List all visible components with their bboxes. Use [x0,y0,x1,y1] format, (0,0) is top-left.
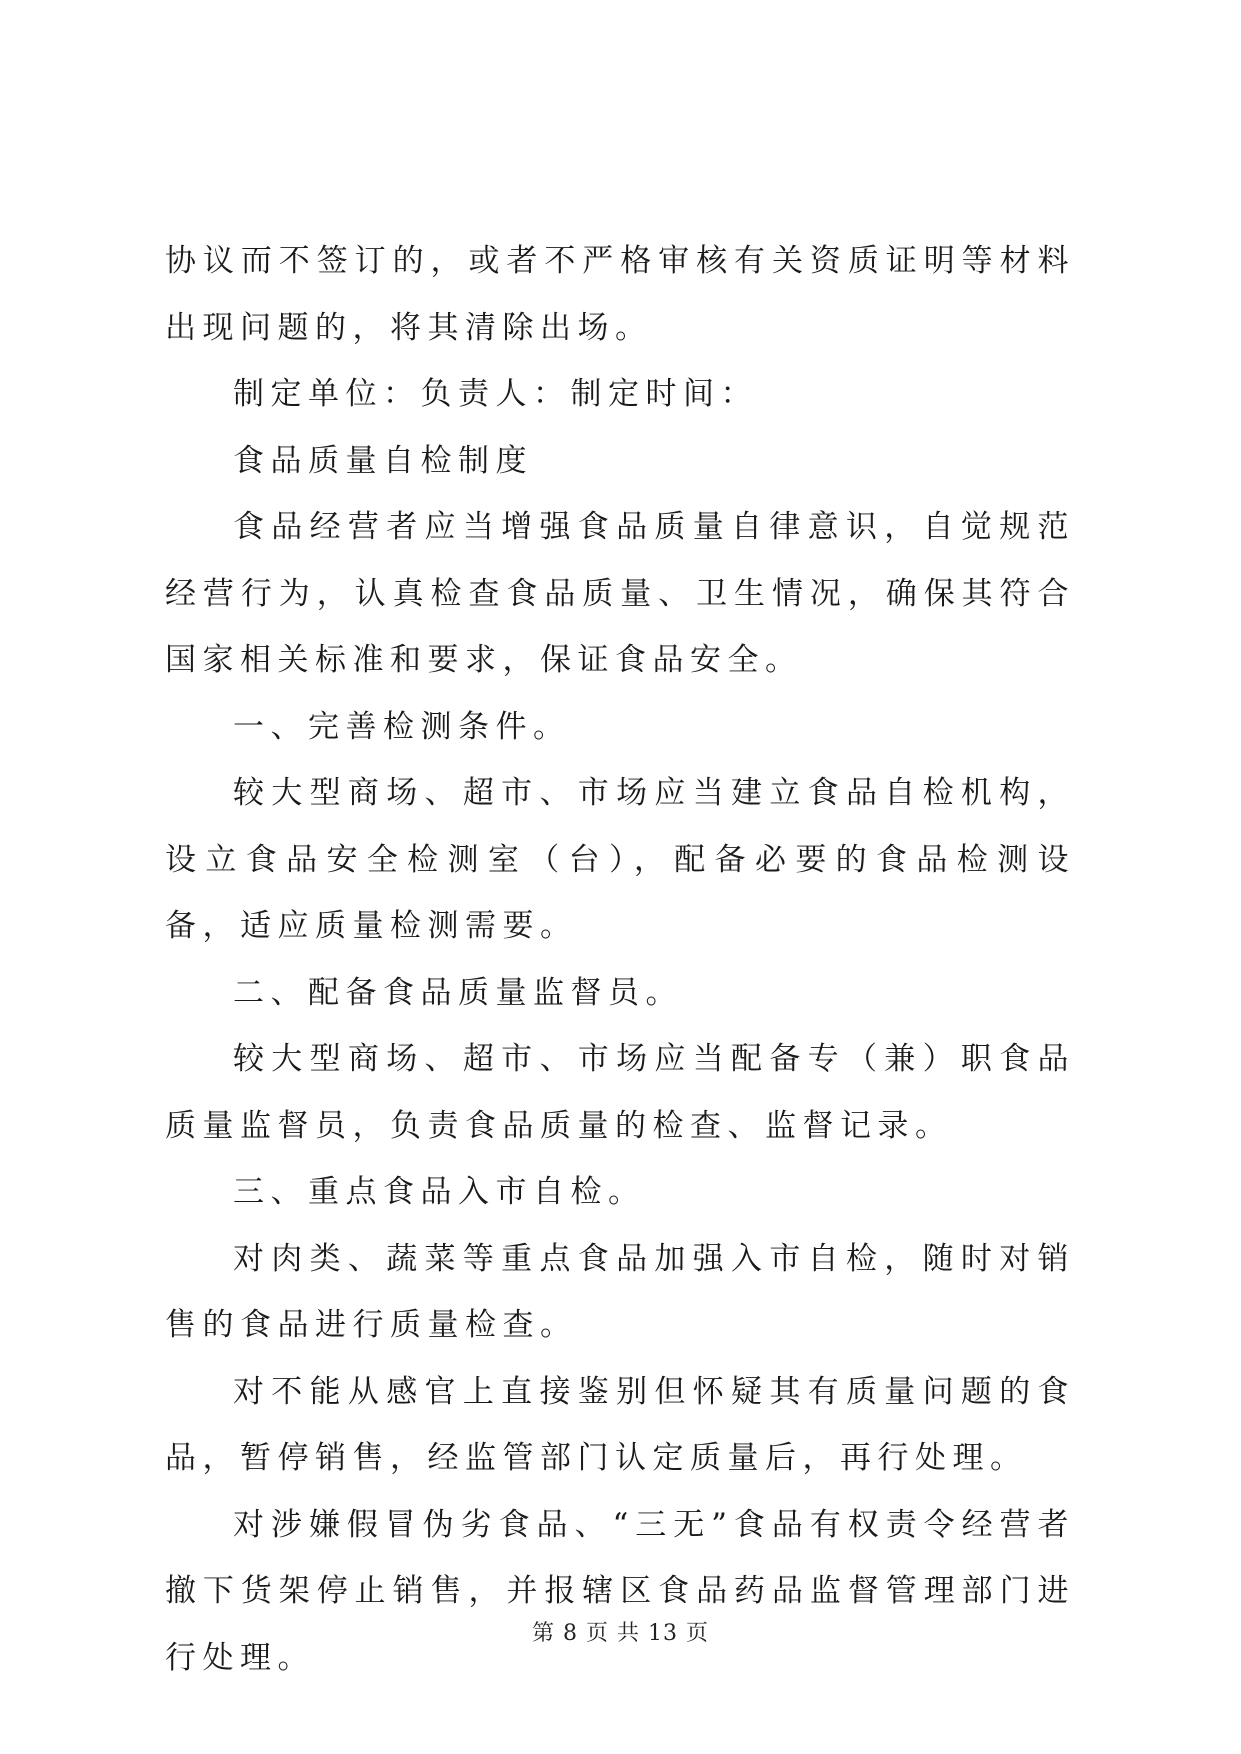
paragraph-3c: 对涉嫌假冒伪劣食品、“三无”食品有权责令经营者撤下货架停止销售，并报辖区食品药品监督管理部门进行处理。 [165,1506,1075,1676]
paragraph-2: 较大型商场、超市、市场应当配备专（兼）职食品质量监督员，负责食品质量的检查、监督记录。 [165,1041,1075,1144]
paragraph-continuation: 协议而不签订的，或者不严格审核有关资质证明等材料出现问题的，将其清除出场。 [165,243,1075,346]
paragraph-3a: 对肉类、蔬菜等重点食品加强入市自检，随时对销售的食品进行质量检查。 [165,1240,1075,1343]
heading-3: 三、重点食品入市自检。 [233,1174,646,1210]
paragraph-3b: 对不能从感官上直接鉴别但怀疑其有质量问题的食品，暂停销售，经监管部门认定质量后，再行处理。 [165,1373,1075,1476]
section-title: 食品质量自检制度 [233,442,533,479]
signature-line: 制定单位：负责人：制定时间： [233,376,758,412]
paragraph-1: 较大型商场、超市、市场应当建立食品自检机构，设立食品安全检测室（台），配备必要的食品检测设备，适应质量检测需要。 [165,775,1075,944]
heading-1: 一、完善检测条件。 [233,708,571,745]
page-number-footer: 第 8 页 共 13 页 [532,1621,709,1646]
document-body [165,228,1075,1691]
heading-2: 二、配备食品质量监督员。 [233,974,683,1011]
paragraph-intro: 食品经营者应当增强食品质量自律意识，自觉规范经营行为，认真检查食品质量、卫生情况，确保其符合国家相关标准和要求，保证食品安全。 [165,509,1075,678]
